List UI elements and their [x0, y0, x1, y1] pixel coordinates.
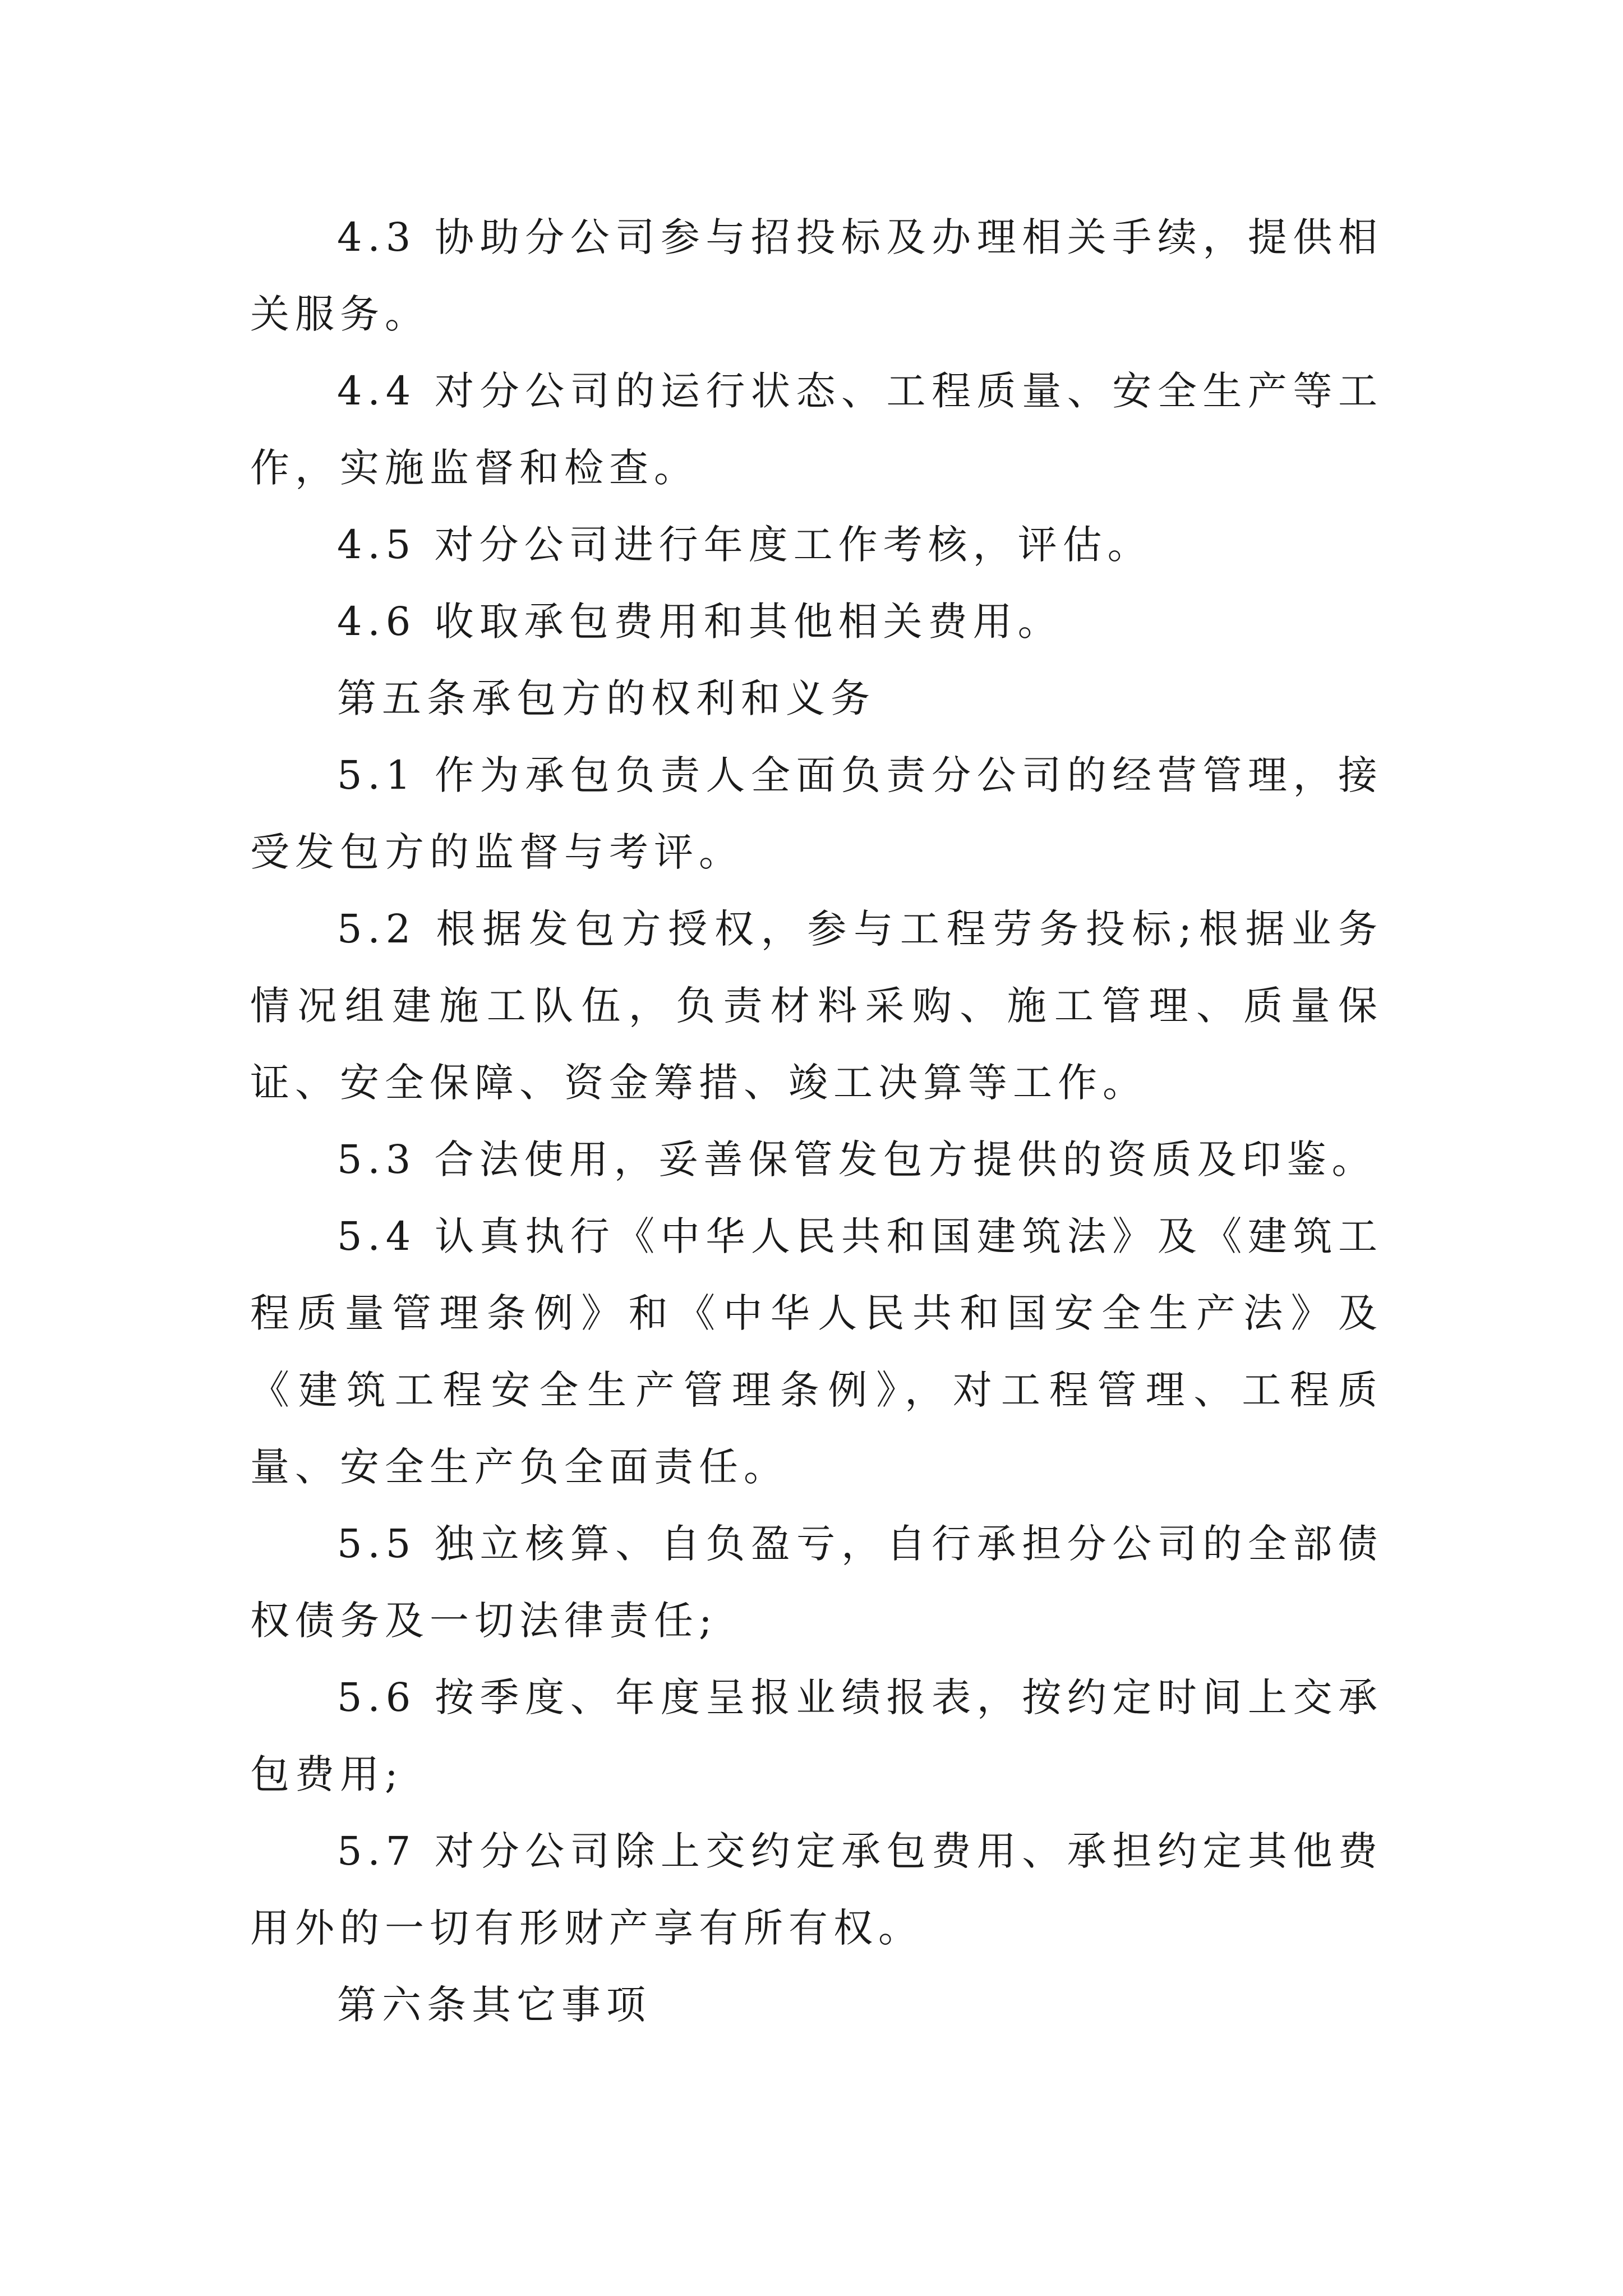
clause-4-4: 4.4 对分公司的运行状态、工程质量、安全生产等工作，实施监督和检查。 — [250, 368, 1383, 491]
clause-5-2: 5.2 根据发包方授权，参与工程劳务投标;根据业务情况组建施工队伍，负责材料采购、施工管理、质量保证、安全保障、资金筹措、竣工决算等工作。 — [250, 906, 1383, 1106]
clause-5-5: 5.5 独立核算、自负盈亏，自行承担分公司的全部债权债务及一切法律责任; — [250, 1521, 1383, 1644]
clause-4-6: 4.6 收取承包费用和其他相关费用。 — [337, 599, 1063, 645]
clause-4-3: 4.3 协助分公司参与招投标及办理相关手续，提供相关服务。 — [250, 214, 1383, 337]
clause-5-7: 5.7 对分公司除上交约定承包费用、承担约定其他费用外的一切有形财产享有所有权。 — [250, 1828, 1383, 1951]
clause-5-4: 5.4 认真执行《中华人民共和国建筑法》及《建筑工程质量管理条例》和《中华人民共和国安全生产法》及《建筑工程安全生产管理条例》，对工程管理、工程质量、安全生产负全面责任。 — [250, 1213, 1383, 1490]
clause-5-1: 5.1 作为承包负责人全面负责分公司的经营管理，接受发包方的监督与考评。 — [250, 752, 1383, 875]
clause-4-5: 4.5 对分公司进行年度工作考核，评估。 — [337, 522, 1152, 568]
document-body — [250, 199, 1383, 2044]
article-6-heading: 第六条其它事项 — [337, 1982, 651, 2028]
clause-5-6: 5.6 按季度、年度呈报业绩报表，按约定时间上交承包费用; — [250, 1674, 1383, 1797]
clause-5-3: 5.3 合法使用，妥善保管发包方提供的资质及印鉴。 — [337, 1137, 1377, 1182]
article-5-heading: 第五条承包方的权利和义务 — [337, 675, 875, 721]
